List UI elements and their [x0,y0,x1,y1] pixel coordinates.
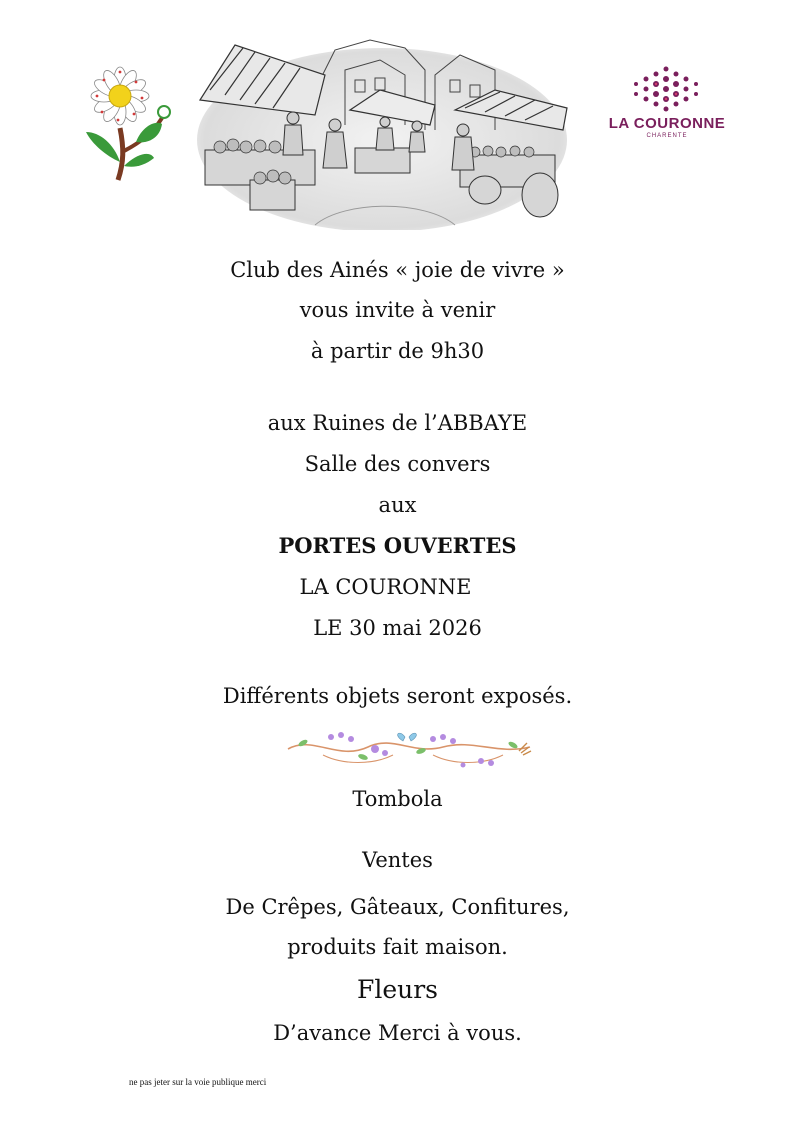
event-town: LA COURONNE [299,575,472,599]
exhibition-line: Différents objets seront exposés. [222,684,573,708]
location-line-2: Salle des convers [304,452,491,476]
sales-items-line-2: produits fait maison. [287,935,508,959]
raffle-line: Tombola [352,787,443,811]
thanks-line: D’avance Merci à vous. [273,1021,522,1045]
market-scene-sketch [195,30,570,230]
invitation-line-1: Club des Ainés « joie de vivre » [230,258,565,282]
location-line-1: aux Ruines de l’ABBAYE [267,411,528,435]
event-date: LE 30 mai 2026 [313,616,482,640]
daisy-flower-illustration [80,62,180,184]
event-title: PORTES OUVERTES [278,533,517,558]
floral-divider-ornament [283,725,535,773]
la-couronne-logo-text: LA COURONNE [608,115,726,132]
la-couronne-logo-subtitle: CHARENTE [646,133,688,139]
la-couronne-logo-emblem [628,66,704,112]
sales-items-line-1: De Crêpes, Gâteaux, Confitures, [225,895,570,919]
location-line-3: aux [378,493,417,517]
sales-heading: Ventes [362,848,433,872]
footer-note: ne pas jeter sur la voie publique merci [129,1077,267,1087]
invitation-line-2: vous invite à venir [299,298,496,322]
invitation-line-3: à partir de 9h30 [310,339,485,363]
flowers-line: Fleurs [356,975,439,1004]
